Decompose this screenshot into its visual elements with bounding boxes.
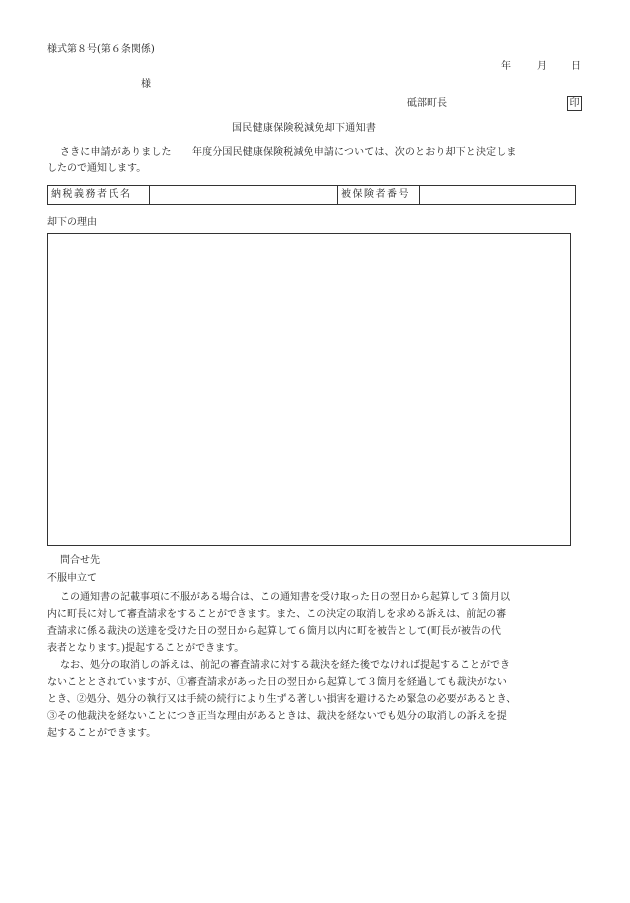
appeal-paragraph-2 <box>47 657 587 742</box>
seal-mark: 印 <box>567 96 582 111</box>
rejection-reason-label: 却下の理由 <box>47 217 97 228</box>
date-day-label: 日 <box>571 61 581 72</box>
appeal-paragraph-1 <box>47 589 587 657</box>
appeal-p1-line: 表者となります。)提起することができます。 <box>47 643 245 654</box>
appeal-p2-line: ないこととされていますが、①審査請求があった日の翌日から起算して３箇月を経過しても裁決がない <box>47 677 507 688</box>
appeal-p2-line: とき、②処分、処分の執行又は手続の続行により生ずる著しい損害を避けるため緊急の必要があるとき、 <box>47 694 517 705</box>
intro-line-2: したので通知します。 <box>47 163 147 174</box>
form-number: 様式第８号(第６条関係) <box>47 44 155 55</box>
info-table <box>47 185 576 205</box>
date-year-label: 年 <box>501 61 511 72</box>
appeal-p1-line: 査請求に係る裁決の送達を受けた日の翌日から起算して６箇月以内に町を被告として(町長が被告の代 <box>47 626 501 637</box>
date-month-label: 月 <box>537 61 547 72</box>
taxpayer-name-label: 納税義務者氏名 <box>48 186 150 205</box>
intro-line-1: さきに申請がありました 年度分国民健康保険税減免申請については、次のとおり却下と決定しま <box>60 147 517 158</box>
appeal-p1-line: この通知書の記載事項に不服がある場合は、この通知書を受け取った日の翌日から起算して３箇月以 <box>60 592 510 603</box>
addressee-suffix: 様 <box>141 79 151 90</box>
insured-number-label: 被保険者番号 <box>338 186 420 205</box>
appeal-p2-line: 起することができます。 <box>47 728 157 739</box>
appeal-p2-line: ③その他裁決を経ないことにつき正当な理由があるときは、裁決を経ないでも処分の取消しの訴えを提 <box>47 711 507 722</box>
appeal-p2-line: なお、処分の取消しの訴えは、前記の審査請求に対する裁決を経た後でなければ提起することができ <box>60 660 510 671</box>
taxpayer-name-field[interactable] <box>150 186 338 205</box>
contact-label: 問合せ先 <box>60 555 100 566</box>
appeal-heading: 不服申立て <box>47 573 97 584</box>
rejection-reason-box[interactable] <box>47 233 571 546</box>
issuer-name: 砥部町長 <box>407 98 447 109</box>
appeal-p1-line: 内に町長に対して審査請求をすることができます。また、この決定の取消しを求める訴えは、前記の審 <box>47 609 507 620</box>
document-title: 国民健康保険税減免却下通知書 <box>232 123 377 134</box>
insured-number-field[interactable] <box>420 186 576 205</box>
